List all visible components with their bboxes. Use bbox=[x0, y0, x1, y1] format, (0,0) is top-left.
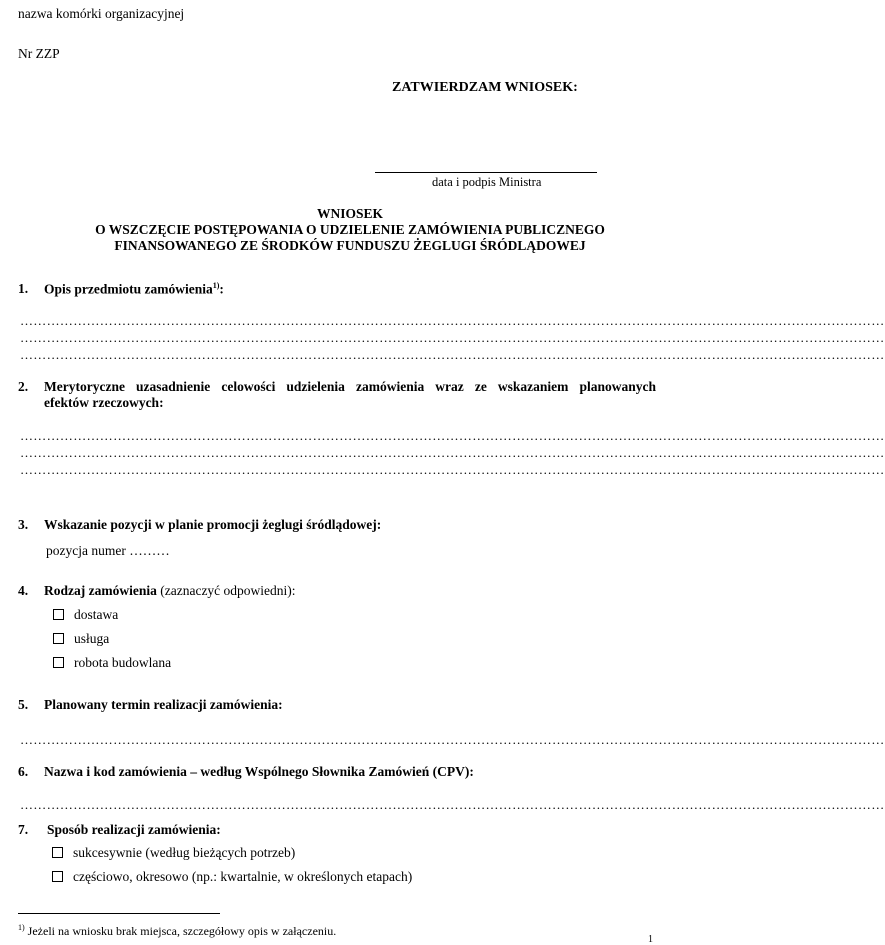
approve-heading: ZATWIERDZAM WNIOSEK: bbox=[392, 80, 578, 95]
checkbox-icon[interactable] bbox=[52, 847, 63, 858]
checkbox-icon[interactable] bbox=[52, 871, 63, 882]
document-title: WNIOSEK bbox=[316, 206, 384, 221]
option-czesciowo[interactable]: częściowo, okresowo (np.: kwartalnie, w określonych etapach) bbox=[52, 869, 412, 885]
signature-line bbox=[375, 172, 597, 173]
section-6-number: 6. bbox=[18, 764, 29, 779]
checkbox-icon[interactable] bbox=[53, 657, 64, 668]
document-title-line3: FINANSOWANEGO ZE ŚRODKÓW FUNDUSZU ŻEGLUGI ŚRÓDLĄDOWEJ bbox=[114, 238, 586, 253]
section-1-number: 1. bbox=[18, 281, 29, 296]
document-title-line2: O WSZCZĘCIE POSTĘPOWANIA O UDZIELENIE ZAMÓWIENIA PUBLICZNEGO bbox=[95, 222, 605, 237]
section-3-number: 3. bbox=[18, 517, 29, 532]
footnote: $^{1)}$ Jeżeli na wniosku brak miejsca, szczegółowy opis w załączeniu. bbox=[18, 923, 337, 938]
section-7-heading: Sposób realizacji zamówienia: bbox=[47, 822, 221, 837]
option-robota-budowlana[interactable]: robota budowlana bbox=[53, 655, 171, 671]
section-4-heading: Rodzaj zamówienia (zaznaczyć odpowiedni): bbox=[44, 583, 296, 598]
section-3-heading: Wskazanie pozycji w planie promocji żeglugi śródlądowej: bbox=[44, 517, 382, 532]
page-number: 1 bbox=[648, 934, 653, 945]
signature-caption: data i podpis Ministra bbox=[432, 175, 542, 189]
footnote-ref: 1) bbox=[212, 281, 220, 290]
option-usluga[interactable]: usługa bbox=[53, 631, 109, 647]
nr-label: Nr ZZP bbox=[18, 46, 60, 61]
answer-line-2b[interactable]: …………………………………………………………………………………………………………………………………………………………………………… bbox=[20, 445, 885, 460]
footnote-separator bbox=[18, 913, 220, 914]
checkbox-icon[interactable] bbox=[53, 633, 64, 644]
section-2-heading: Merytoryczne uzasadnienie celowości udzielenia zamówienia wraz ze wskazaniem planowanych bbox=[44, 379, 656, 394]
section-5-number: 5. bbox=[18, 697, 29, 712]
checkbox-icon[interactable] bbox=[53, 609, 64, 620]
answer-line-6[interactable]: …………………………………………………………………………………………………………………………………………………………………………… bbox=[20, 797, 885, 812]
section-1-heading: Opis przedmiotu zamówienia$^{1)}$: bbox=[44, 281, 224, 297]
section-2-number: 2. bbox=[18, 379, 29, 394]
org-unit-label: nazwa komórki organizacyjnej bbox=[18, 6, 185, 21]
answer-line-2a[interactable]: …………………………………………………………………………………………………………………………………………………………………………… bbox=[20, 428, 885, 443]
option-dostawa[interactable]: dostawa bbox=[53, 607, 118, 623]
section-4-number: 4. bbox=[18, 583, 29, 598]
answer-line-2c[interactable]: …………………………………………………………………………………………………………………………………………………………………………… bbox=[20, 462, 885, 477]
answer-line-1a[interactable]: …………………………………………………………………………………………………………………………………………………………………………… bbox=[20, 313, 885, 328]
section-7-number: 7. bbox=[18, 822, 29, 837]
section-2-heading-cont: efektów rzeczowych: bbox=[44, 395, 164, 410]
answer-line-1b[interactable]: …………………………………………………………………………………………………………………………………………………………………………… bbox=[20, 330, 885, 345]
answer-line-5[interactable]: …………………………………………………………………………………………………………………………………………………………………………… bbox=[20, 732, 885, 747]
answer-line-1c[interactable]: …………………………………………………………………………………………………………………………………………………………………………… bbox=[20, 347, 885, 362]
section-6-heading: Nazwa i kod zamówienia – według Wspólnego Słownika Zamówień (CPV): bbox=[44, 764, 474, 779]
section-5-heading: Planowany termin realizacji zamówienia: bbox=[44, 697, 283, 712]
option-sukcesywnie[interactable]: sukcesywnie (według bieżących potrzeb) bbox=[52, 845, 295, 861]
position-number-field[interactable]: pozycja numer ……… bbox=[46, 543, 170, 558]
